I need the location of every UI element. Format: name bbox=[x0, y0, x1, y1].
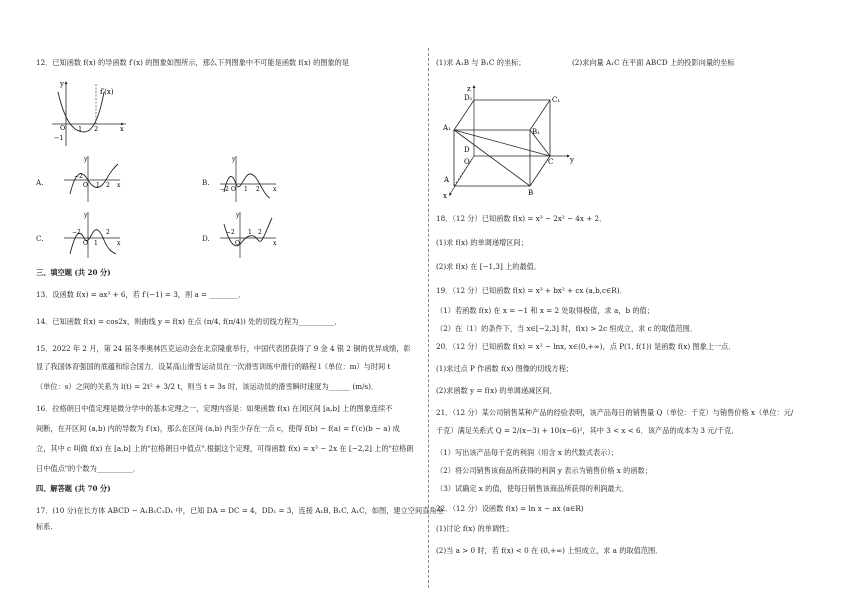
svg-text:O: O bbox=[83, 240, 88, 247]
graph-tick-1: 1 bbox=[78, 125, 83, 133]
question-21-part3: （3）试确定 x 的值，使每日销售该商品所获得的利润最大． bbox=[436, 484, 629, 493]
question-18: 18．（12 分）已知函数 f(x) = x³ − 2x² − 4x + 2． bbox=[436, 214, 607, 223]
svg-text:x: x bbox=[273, 186, 277, 193]
question-12: 12．已知函数 f(x) 的导函数 f′(x) 的图象如图所示，那么下列图象中不可能是函数 f(x) 的图象的是 bbox=[36, 58, 350, 67]
question-21-line1: 21．（12 分）某公司销售某种产品的经验表明，该产品每日的销售量 Q（单位：千克）与销售价格 x（单位：元/ bbox=[436, 408, 794, 417]
option-d-graph bbox=[218, 210, 280, 260]
question-16-line4: 日中值点"的个数为__________． bbox=[36, 464, 140, 473]
cuboid-figure bbox=[440, 82, 580, 200]
svg-text:y: y bbox=[84, 212, 88, 219]
question-16-line3: 立，其中 c 叫做 f(x) 在 [a,b] 上的"拉格朗日中值点".根据这个定理，可得函数 f(x) = x³ − 2x 在 [−2,2] 上的"拉格朗 bbox=[36, 444, 414, 453]
svg-text:O: O bbox=[231, 186, 236, 193]
question-18-part2: (2)求 f(x) 在 [−1,3] 上的最值． bbox=[436, 262, 542, 271]
question-22-part1: (1)讨论 f(x) 的单调性； bbox=[436, 524, 514, 533]
question-14: 14．已知函数 f(x) = cos2x，则曲线 y = f(x) 在点 (π/4, f(π/4)) 处的切线方程为__________． bbox=[36, 317, 342, 326]
svg-text:−2: −2 bbox=[72, 229, 81, 236]
svg-text:1: 1 bbox=[244, 186, 248, 193]
svg-text:x: x bbox=[117, 240, 121, 247]
option-b-label: B. bbox=[202, 178, 210, 187]
graph-curve-label: f′(x) bbox=[100, 88, 114, 96]
svg-text:D: D bbox=[464, 146, 470, 154]
question-20-part1: (1)求过点 P 作函数 f(x) 图像的切线方程； bbox=[436, 364, 574, 373]
svg-text:1: 1 bbox=[94, 240, 98, 247]
svg-text:D₁: D₁ bbox=[464, 94, 473, 102]
svg-text:O: O bbox=[235, 240, 240, 247]
svg-text:z: z bbox=[467, 85, 471, 93]
svg-text:2: 2 bbox=[256, 186, 260, 193]
question-22-part2: (2)当 a > 0 时，若 f(x) < 0 在 (0,+∞) 上恒成立，求 a 的取值范围． bbox=[436, 546, 663, 555]
question-16-line1: 16．拉格朗日中值定理是微分学中的基本定理之一，定理内容是：如果函数 f(x) 在闭区间 [a,b] 上的图象连续不 bbox=[36, 404, 393, 413]
svg-text:C₁: C₁ bbox=[552, 96, 561, 104]
svg-text:C: C bbox=[548, 158, 554, 166]
svg-text:A₁: A₁ bbox=[443, 124, 451, 132]
question-19-part2: （2）在（1）的条件下，当 x∈[−2,3] 时，f(x) > 2c 恒成立，求 c 的取值范围． bbox=[436, 324, 698, 333]
option-d-label: D. bbox=[202, 234, 210, 243]
question-20-part2: (2)求函数 y = f(x) 的单调递减区间． bbox=[436, 386, 557, 395]
svg-text:x: x bbox=[273, 240, 277, 247]
svg-text:2: 2 bbox=[106, 182, 110, 189]
section-fill-in: 三、填空题 (共 20 分) bbox=[36, 268, 111, 277]
svg-text:1: 1 bbox=[248, 229, 252, 236]
question-19-part1: （1）若函数 f(x) 在 x = −1 和 x = 2 处取得极值，求 a，b 的值； bbox=[436, 306, 654, 315]
option-a-label: A. bbox=[36, 178, 44, 187]
question-19: 19．（12 分）已知函数 f(x) = x³ + bx² + cx (a,b,c∈R)． bbox=[436, 286, 627, 295]
svg-text:B₁: B₁ bbox=[532, 128, 540, 136]
svg-text:O: O bbox=[464, 158, 470, 166]
question-21-part1: （1）写出该产品每千克的利润（用含 x 的代数式表示）； bbox=[436, 448, 619, 457]
derivative-graph bbox=[50, 78, 130, 148]
graph-tick-neg1: −1 bbox=[54, 134, 64, 142]
svg-text:A: A bbox=[444, 176, 450, 184]
graph-y-label: y bbox=[60, 80, 64, 88]
option-a-graph bbox=[62, 154, 124, 204]
svg-text:y: y bbox=[236, 212, 240, 219]
section-answer: 四、解答题 (共 70 分) bbox=[36, 484, 111, 493]
question-17-part2: (2)求向量 A₁C 在平面 ABCD 上的投影向量的坐标 bbox=[572, 58, 735, 67]
svg-text:−2: −2 bbox=[220, 186, 229, 193]
option-c-label: C. bbox=[36, 234, 44, 243]
svg-text:x: x bbox=[443, 192, 447, 200]
svg-text:y: y bbox=[232, 156, 236, 163]
question-13: 13．设函数 f(x) = ax³ + 6，若 f′(−1) = 3，则 a = ________． bbox=[36, 290, 246, 299]
svg-text:B: B bbox=[528, 189, 534, 197]
svg-text:x: x bbox=[117, 182, 121, 189]
svg-text:2: 2 bbox=[258, 229, 262, 236]
question-18-part1: (1)求 f(x) 的单调递增区间； bbox=[436, 238, 528, 247]
svg-text:−2: −2 bbox=[226, 229, 235, 236]
question-21-part2: （2）将公司销售该商品所获得的利润 y 表示为销售价格 x 的函数； bbox=[436, 466, 652, 475]
question-15-line3: （单位：s）之间的关系为 l(t) = 2t² + 3/2 t，则当 t = 3s 时，该运动员的滑雪瞬时速度为______ (m/s)． bbox=[36, 382, 379, 391]
graph-origin-label: O bbox=[60, 124, 66, 132]
question-15-line1: 15．2022 年 2 月，第 24 届冬季奥林匹克运动会在北京隆重举行，中国代表团获得了 9 金 4 银 2 铜的优异成绩，彰 bbox=[36, 344, 411, 353]
option-b-graph bbox=[218, 154, 280, 204]
svg-text:y: y bbox=[570, 156, 574, 164]
question-17-line2: 标系. bbox=[36, 522, 53, 531]
question-17-line1: 17．(10 分)在长方体 ABCD − A₁B₁C₁D₁ 中，已知 DA = DC = 4，DD₁ = 3，连接 A₁B, B₁C, A₁C，如图，建立空间直角坐 bbox=[36, 506, 444, 515]
graph-x-label: x bbox=[120, 125, 124, 133]
question-20: 20．（12 分）已知函数 f(x) = x² − lnx, x∈(0,+∞)，点 P(1, f(1)) 是函数 f(x) 图象上一点． bbox=[436, 342, 736, 351]
graph-tick-2: 2 bbox=[94, 125, 99, 133]
svg-text:2: 2 bbox=[106, 229, 110, 236]
question-22: 22．（12 分）设函数 f(x) = ln x − ax (a∈R) bbox=[436, 504, 584, 513]
question-17-part1: (1)求 A₁B 与 B₁C 的坐标； bbox=[436, 58, 526, 67]
question-16-line2: 间断，在开区间 (a,b) 内的导数为 f′(x)，那么在区间 (a,b) 内至少存在一点 c，使得 f(b) − f(a) = f′(c)(b − a) 成 bbox=[36, 424, 400, 433]
svg-text:y: y bbox=[84, 156, 88, 163]
question-21-line2: 千克）满足关系式 Q = 2/(x−3) + 10(x−6)²，其中 3 < x < 6．该产品的成本为 3 元/千克． bbox=[436, 426, 739, 435]
svg-text:1: 1 bbox=[96, 182, 100, 189]
question-15-line2: 显了我国体育强国的底蕴和综合国力．设某高山滑雪运动员在一次滑雪训练中滑行的路程 l（单位：m）与时间 t bbox=[36, 362, 391, 371]
svg-text:−2: −2 bbox=[74, 173, 83, 180]
option-c-graph bbox=[62, 210, 124, 260]
svg-text:O: O bbox=[83, 182, 88, 189]
